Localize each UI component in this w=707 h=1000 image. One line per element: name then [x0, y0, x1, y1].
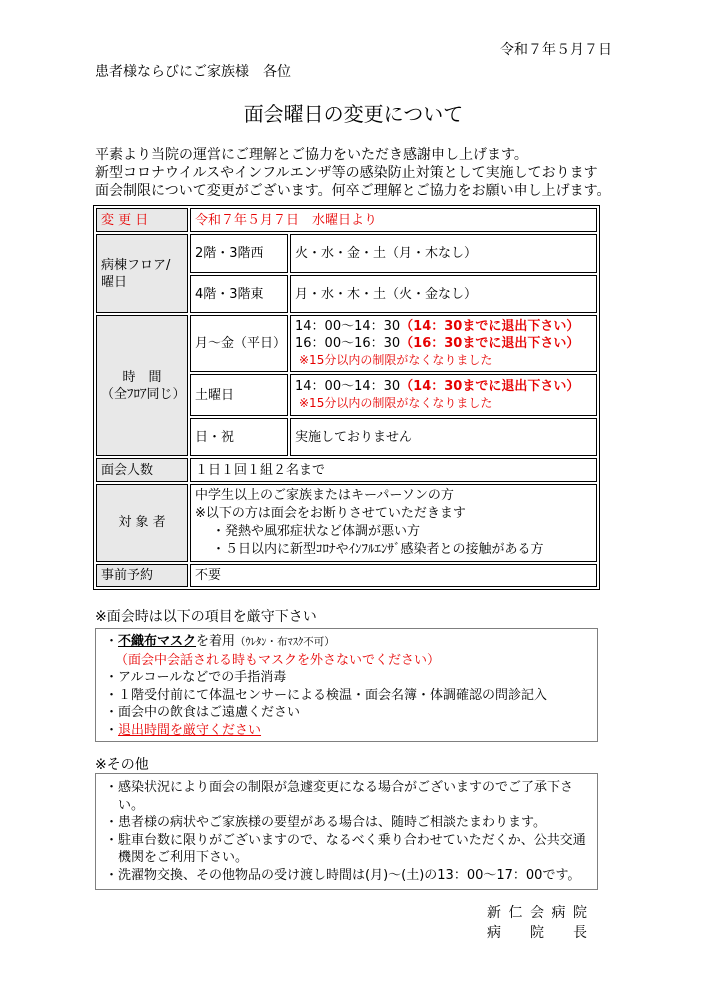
- list-item: ・駐車台数に限りがございますので、なるべく乗り合わせていただくか、公共交通: [105, 832, 586, 848]
- time-slot: [295, 378, 592, 395]
- table-row: [96, 484, 597, 562]
- rule-exit-time: [105, 722, 597, 740]
- eligible-label: 対 象 者: [96, 484, 188, 562]
- list-item: ・洗濯物交換、その他物品の受け渡し時間は(月)～(土)の13：00～17：00です。: [105, 867, 581, 883]
- hours-slots: [290, 315, 597, 372]
- ward-days: 月・水・木・土（火・金なし）: [290, 275, 597, 313]
- eligible-line: ・５日以内に新型ｺﾛﾅやｲﾝﾌﾙｴﾝｻﾞ感染者との接触がある方: [212, 542, 544, 557]
- intro-paragraph: [95, 146, 610, 200]
- rules-heading: ※面会時は以下の項目を厳守下さい: [95, 609, 317, 625]
- eligible-line: ※以下の方は面会をお断りさせていただきます: [195, 506, 466, 521]
- time-range: 16：00～16：30: [295, 336, 401, 351]
- hours-label: [96, 315, 188, 456]
- hours-remark: ※15分以内の制限がなくなりました: [299, 396, 493, 410]
- visitors-label: 面会人数: [96, 458, 188, 482]
- intro-line: 新型コロナウイルスやインフルエンザ等の感染防止対策として実施しております: [95, 165, 598, 181]
- ward-floor: 2階・3階西: [190, 234, 288, 273]
- hours-day: 月～金（平日）: [190, 315, 288, 372]
- mask-instruction: を着用: [196, 634, 236, 649]
- hours-remark: ※15分以内の制限がなくなりました: [299, 353, 493, 367]
- list-item: ・患者様の病状やご家族様の要望がある場合は、随時ご相談たまわります。: [105, 815, 546, 830]
- reservation-value: 不要: [190, 564, 597, 587]
- table-row: [96, 458, 597, 482]
- bullet: ・: [105, 634, 119, 649]
- ward-label-line: 曜日: [101, 274, 128, 290]
- list-item: ・感染状況により面会の制限が急遽変更になる場合がございますのでご了承下さ: [105, 780, 574, 795]
- table-row: [96, 208, 597, 232]
- rule-item: ・１階受付前にて体温センサーによる検温・面会名簿・体調確認の問診記入: [105, 687, 548, 703]
- eligible-value: [190, 484, 597, 562]
- ward-label-line: 病棟フロア/: [101, 257, 171, 273]
- rules-box: [95, 628, 598, 742]
- rule-item: ・アルコールなどでの手指消毒: [105, 670, 287, 685]
- ward-days: 火・水・金・土（月・木なし）: [290, 234, 597, 273]
- signature-role: 病院長: [487, 925, 616, 941]
- visitors-value: １日１回１組２名まで: [190, 458, 597, 482]
- exit-time-emphasis: 退出時間を厳守ください: [118, 722, 262, 738]
- rule-mask: [105, 633, 597, 652]
- time-range: 14：00～14：30: [295, 379, 401, 394]
- eligible-line: 中学生以上のご家族またはキーパーソンの方: [195, 488, 454, 503]
- table-row: [96, 234, 597, 273]
- change-date-label: 変 更 日: [96, 208, 188, 232]
- intro-line: 平素より当院の運営にご理解とご協力をいただき感謝申し上げます。: [95, 147, 528, 163]
- rule-item: ・面会中の飲食はご遠慮ください: [105, 705, 301, 720]
- hours-text: 実施しておりません: [290, 418, 597, 456]
- hours-day: 土曜日: [190, 374, 288, 416]
- exit-deadline: （14：30までに退出下さい）: [400, 319, 580, 334]
- time-slot: [295, 318, 592, 335]
- list-item-continuation: 機関をご利用下さい。: [118, 850, 249, 865]
- exit-deadline: （16：30までに退出下さい）: [400, 336, 580, 351]
- mask-warning: （面会中会話される時もマスクを外さないでください）: [115, 652, 441, 668]
- visiting-schedule-table: [93, 205, 600, 590]
- time-range: 14：00～14：30: [295, 319, 401, 334]
- addressee: 患者様ならびにご家族様 各位: [95, 64, 291, 80]
- table-row: [96, 315, 597, 372]
- eligible-line: ・発熱や風邪症状など体調が悪い方: [212, 524, 421, 539]
- mask-exclusion-note: （ｳﾚﾀﾝ・布ﾏｽｸ不可）: [235, 636, 335, 648]
- issue-date: 令和７年５月７日: [500, 42, 612, 58]
- hours-day: 日・祝: [190, 418, 288, 456]
- hours-slots: [290, 374, 597, 416]
- list-item-continuation: い。: [118, 797, 145, 813]
- time-slot: [295, 335, 592, 352]
- others-box: [95, 773, 598, 890]
- exit-deadline: （14：30までに退出下さい）: [400, 379, 580, 394]
- intro-line: 面会制限について変更がございます。何卒ご理解とご協力をお願い申し上げます。: [95, 183, 611, 199]
- change-date-value: 令和７年５月７日 水曜日より: [190, 208, 597, 232]
- page-title: 面会曜日の変更について: [243, 102, 464, 126]
- hours-label-sub: （全ﾌﾛｱ同じ）: [101, 386, 186, 402]
- reservation-label: 事前予約: [96, 564, 188, 587]
- mask-type-emphasis: 不織布マスク: [118, 634, 197, 649]
- hours-label-main: 時 間: [122, 369, 162, 385]
- signature-organization: 新仁会病院: [487, 905, 595, 921]
- table-row: [96, 564, 597, 587]
- ward-label: [96, 234, 188, 313]
- ward-floor: 4階・3階東: [190, 275, 288, 313]
- bullet: ・: [105, 722, 119, 738]
- others-heading: ※その他: [95, 757, 149, 773]
